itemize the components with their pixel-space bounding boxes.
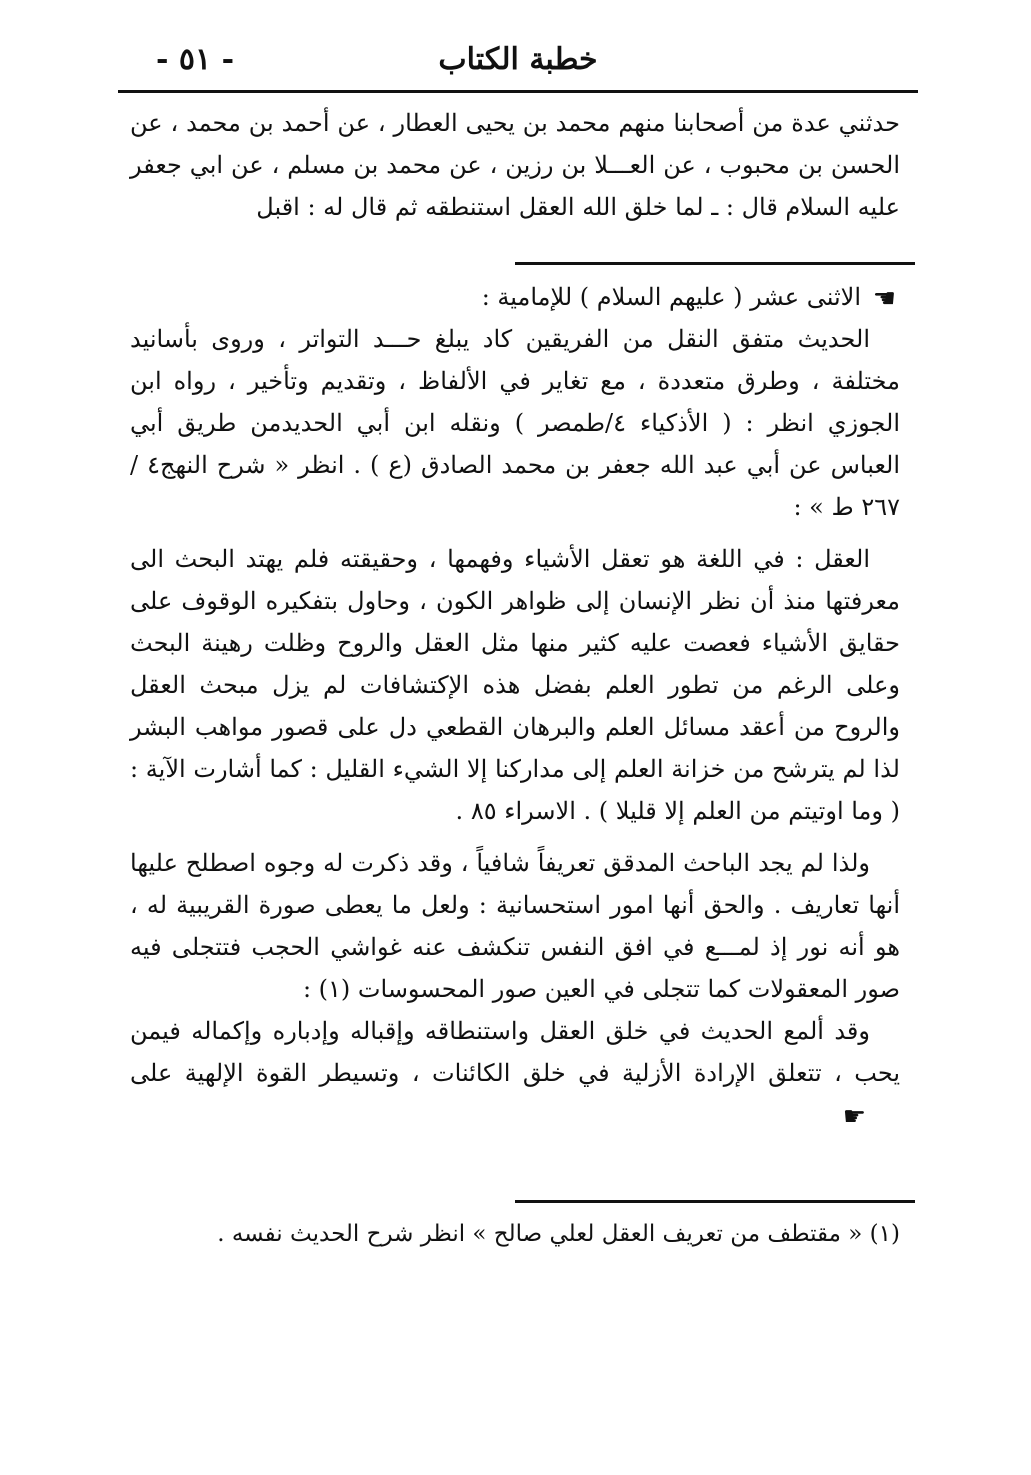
page-number: - ٥١ - bbox=[156, 42, 235, 77]
hadith-text-block bbox=[130, 102, 900, 252]
text-separator-rule bbox=[515, 262, 915, 265]
paragraph-gap bbox=[130, 528, 900, 538]
commentary-paragraph-1: الحديث متفق النقل من الفريقين كاد يبلغ حـــد التواتر ، وروى بأسانيد مختلفة ، وطرق متعددة ، مع تغاير في الألفاظ ، وتقديم وتأخير ، رواه ابن الجوزي انظر : ( الأذكياء ٤/طمصر ) ونقله ابن أبي الحديدمن طريق أبي العباس عن أبي عبد الله جعفر بن محمد الصادق (ع ) . انظر « شرح النهج٤ / ٢٦٧ ط » : bbox=[130, 325, 900, 521]
commentary-paragraph-2: العقل : في اللغة هو تعقل الأشياء وفهمها ، وحقيقته فلم يهتد البحث الى معرفتها منذ أن نظر الإنسان إلى ظواهر الكون ، وحاول بتفكيره الوقوف على حقايق الأشياء فعصت عليه كثير منها مثل العقل والروح وظلت رهينة البحث وعلى الرغم من تطور العلم بفضل هذه الإكتشافات لم يزل مبحث العقل والروح من أعقد مسائل العلم والبرهان القطعي دل على قصور مواهب البشر لذا لم يترشح من خزانة العلم إلى مداركنا إلا الشيء القليل : كما أشارت الآية : ( وما اوتيتم من العلم إلا قليلا ) . الاسراء ٨٥ . bbox=[130, 545, 900, 825]
footnote-separator-rule bbox=[515, 1200, 915, 1203]
paragraph-gap bbox=[130, 832, 900, 842]
page-header bbox=[118, 38, 918, 93]
commentary-paragraph-4 bbox=[130, 1010, 900, 1136]
commentary-intro-text: الاثنى عشر ( عليهم السلام ) للإمامية : bbox=[481, 283, 862, 311]
commentary-paragraph-4-text: وقد ألمع الحديث في خلق العقل واستنطاقه وإقباله وإدباره وإكماله فيمن يحب ، تتعلق الإرادة الأزلية في خلق الكائنات ، وتسيطر القوة الإلهية على bbox=[130, 1017, 900, 1087]
commentary-paragraph-3: ولذا لم يجد الباحث المدقق تعريفاً شافياً ، وقد ذكرت له وجوه اصطلح عليها أنها تعاريف . والحق أنها امور استحسانية : ولعل ما يعطى صورة القريبية له ، هو أنه نور إذ لمـــع في افق النفس تنكشف عنه غواشي الحجب فتتجلى فيه صور المعقولات كما تتجلى في العين صور المحسوسات (١) : bbox=[130, 849, 901, 1003]
pointing-hand-icon: ☛ bbox=[842, 1101, 866, 1132]
commentary-block bbox=[130, 276, 900, 1188]
footnote: (١) « مقتطف من تعريف العقل لعلي صالح » انظر شرح الحديث نفسه . bbox=[217, 1221, 900, 1247]
running-title: خطبة الكتاب bbox=[438, 42, 598, 77]
pointing-hand-icon: ☚ bbox=[872, 283, 896, 314]
hadith-paragraph: حدثني عدة من أصحابنا منهم محمد بن يحيى العطار ، عن أحمد بن محمد ، عن الحسن بن محبوب ، عن العـــلا بن رزين ، عن محمد بن مسلم ، عن ابي جعفر عليه السلام قال : ـ لما خلق الله العقل استنطقه ثم قال له : اقبل bbox=[130, 109, 900, 221]
commentary-intro-line bbox=[130, 276, 900, 318]
